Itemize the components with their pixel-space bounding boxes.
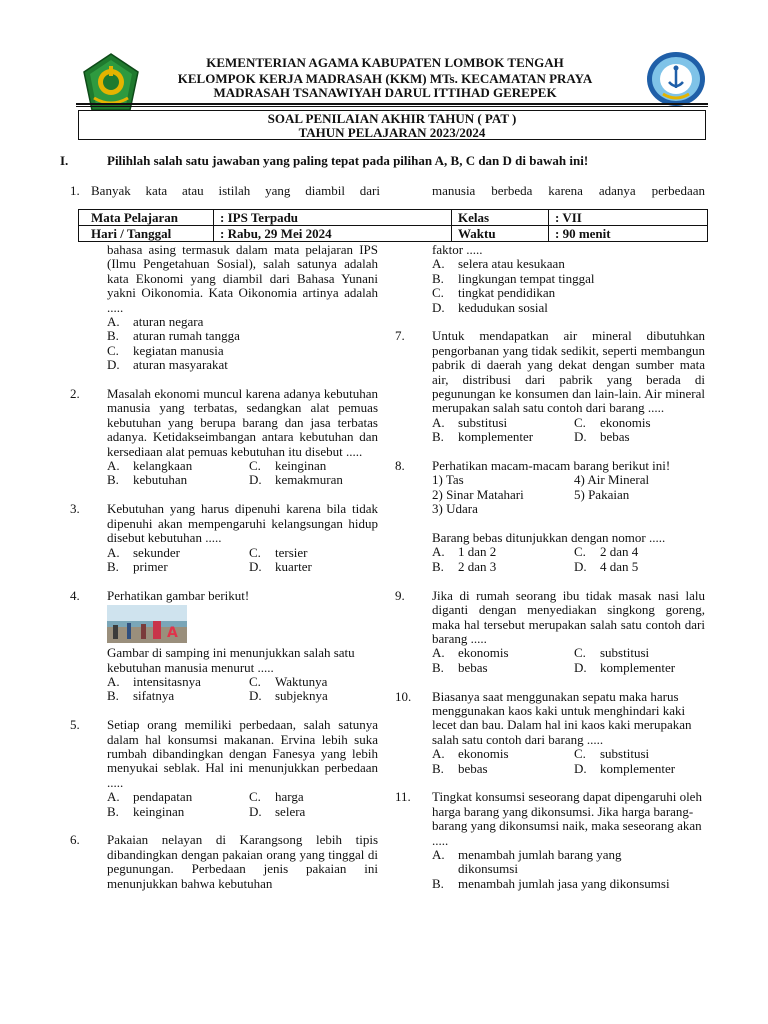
question-1 [107, 243, 378, 373]
subject-label: Mata Pelajaran [79, 210, 214, 226]
option-b[interactable]: B. bebas [432, 659, 488, 675]
option-b[interactable]: B. sifatnya [107, 688, 175, 704]
option-c[interactable]: C. Waktunya [249, 673, 328, 689]
instruction-text: Pilihlah salah satu jawaban yang paling tepat pada pilihan A, B, C dan D di bawah ini! [107, 153, 589, 168]
option-c[interactable]: C. harga [249, 789, 304, 805]
question-4 [70, 587, 378, 704]
question-text: Gambar di samping ini menunjukkan salah satu kebutuhan manusia menurut ..... [107, 645, 355, 675]
option-d[interactable]: D. kemakmuran [249, 472, 343, 488]
right-column [395, 242, 705, 906]
question-number: 3. [70, 501, 80, 517]
option-b[interactable]: B. primer [107, 558, 168, 574]
date-value: : Rabu, 29 Mei 2024 [214, 226, 452, 242]
question-text: Tingkat konsumsi seseorang dapat dipengaruhi oleh harga barang yang dikonsumsi. Jika harga barang-barang yang dikonsumsi naik, maka seseorang akan ..... [432, 789, 702, 848]
question-6-continued [432, 243, 705, 315]
item-3: 3) Udara [432, 501, 478, 517]
question-text: Biasanya saat menggunakan sepatu maka harus menggunakan kaos kaki untuk menghindari kaki lecet dan bau. Dalam hal ini kaos kaki merupakan salah satu contoh dari barang ..... [432, 688, 692, 747]
option-d[interactable]: D. komplementer [574, 760, 676, 776]
option-c[interactable]: C. kegiatan manusia [107, 342, 224, 358]
question-text: Kebutuhan yang harus dipenuhi karena bila tidak dipenuhi akan mempengaruhi kelangsungan hidup disebut kebutuhan ..... [107, 501, 378, 546]
class-label: Kelas [452, 210, 549, 226]
question-9 [395, 587, 705, 675]
option-b[interactable]: B. bebas [432, 760, 488, 776]
option-c[interactable]: C. 2 dan 4 [574, 544, 639, 560]
subject-value: : IPS Terpadu [214, 210, 452, 226]
exam-title-box [78, 110, 706, 140]
option-b[interactable]: B. aturan rumah tangga [107, 328, 240, 344]
option-c[interactable]: C. substitusi [574, 645, 650, 661]
question-3 [70, 501, 378, 574]
question-text: Masalah ekonomi muncul karena adanya kebutuhan manusia yang terbatas, sedangkan alat pemuas kebutuhan yang berupa barang dan jasa terbatas adanya. Ketidakseimbangan antara kebutuhan dan kersediaan alat pemuas kebutuhan itu disebut ..... [107, 386, 378, 459]
option-c[interactable]: C. substitusi [574, 746, 650, 762]
time-value: : 90 menit [549, 226, 708, 242]
option-c[interactable]: C. ekonomis [574, 414, 651, 430]
option-b[interactable]: B. keinginan [107, 803, 185, 819]
question-number: 6. [70, 832, 80, 848]
question-number: 1. [70, 183, 80, 198]
academic-year: TAHUN PELAJARAN 2023/2024 [298, 125, 486, 140]
option-a[interactable]: A. intensitasnya [107, 673, 201, 689]
question-text: Untuk mendapatkan air mineral dibutuhkan pengorbanan yang tidak sedikit, seperti membangun pabrik di daerah yang dekat dengan sumber mata air, distribusi dari pabrik yang berada di pegunungan ke konsumen dan lain-lain. Air mineral merupakan salah satu contoh dari barang ..... [432, 328, 705, 416]
date-label: Hari / Tanggal [79, 226, 214, 242]
option-d[interactable]: D. bebas [574, 429, 630, 445]
option-a[interactable]: A. ekonomis [432, 746, 509, 762]
question-photo [107, 605, 187, 643]
madrasah-logo [645, 50, 707, 108]
time-label: Waktu [452, 226, 549, 242]
option-b[interactable]: B. menambah jumlah jasa yang dikonsumsi [432, 875, 670, 891]
svg-text:A: A [167, 625, 178, 642]
question-number: 2. [70, 386, 80, 402]
question-7 [395, 328, 705, 445]
section-number: I. [60, 153, 69, 168]
question-text: Jika di rumah seorang ibu tidak masak nasi lalu diganti dengan menyediakan singkong goreng, maka hal tersebut merupakan salah satu contoh dari barang ..... [432, 587, 705, 646]
question-6-cont-first-line: manusia berbeda karena adanya perbedaan [432, 183, 705, 198]
question-number: 5. [70, 717, 80, 733]
header-ministry: KEMENTERIAN AGAMA KABUPATEN LOMBOK TENGAH [206, 55, 564, 70]
option-a[interactable]: A. selera atau kesukaan [432, 256, 565, 272]
option-d[interactable]: D. aturan masyarakat [107, 357, 228, 373]
option-a[interactable]: A. 1 dan 2 [432, 544, 497, 560]
question-8 [395, 458, 705, 574]
question-10 [395, 688, 705, 776]
option-a[interactable]: A. pendapatan [107, 789, 193, 805]
question-number: 10. [395, 688, 412, 704]
question-text: Setiap orang memiliki perbedaan, salah satunya dalam hal konsumsi makanan. Ervina lebih suka rumbah dibandingkan dengan Fanesya yang lebih menyukai seblak. Hal ini menunjukkan perbedaan ..... [107, 717, 378, 790]
question-number: 9. [395, 587, 405, 603]
header-kkm: KELOMPOK KERJA MADRASAH (KKM) MTs. KECAMATAN PRAYA [177, 71, 593, 86]
exam-title: SOAL PENILAIAN AKHIR TAHUN ( PAT ) [267, 111, 517, 126]
option-a[interactable]: A. ekonomis [432, 645, 509, 661]
option-b[interactable]: B. kebutuhan [107, 472, 188, 488]
option-d[interactable]: D. 4 dan 5 [574, 558, 639, 574]
question-prompt: Barang bebas ditunjukkan dengan nomor ..... [432, 530, 666, 546]
question-text: Perhatikan macam-macam barang berikut ini! [432, 458, 671, 474]
option-c[interactable]: C. tersier [249, 544, 308, 560]
option-c[interactable]: C. keinginan [249, 458, 327, 474]
option-a[interactable]: A. aturan negara [107, 314, 204, 330]
option-d[interactable]: D. subjeknya [249, 688, 328, 704]
item-1: 1) Tas [432, 472, 464, 488]
question-6 [70, 832, 378, 891]
left-column [70, 242, 378, 905]
option-a[interactable]: A. menambah jumlah barang yang dikonsumsi [432, 846, 622, 877]
option-d[interactable]: D. selera [249, 803, 306, 819]
option-b[interactable]: B. 2 dan 3 [432, 558, 497, 574]
option-d[interactable]: D. komplementer [574, 659, 676, 675]
question-number: 8. [395, 458, 405, 474]
question-number: 4. [70, 587, 80, 603]
option-d[interactable]: D. kuarter [249, 558, 312, 574]
header-school: MADRASAH TSANAWIYAH DARUL ITTIHAD GEREPEK [213, 85, 557, 100]
item-2: 2) Sinar Matahari [432, 486, 524, 502]
option-c[interactable]: C. tingkat pendidikan [432, 285, 556, 301]
option-b[interactable]: B. komplementer [432, 429, 534, 445]
header-rule [76, 103, 708, 105]
question-11 [395, 789, 705, 891]
option-a[interactable]: A. sekunder [107, 544, 180, 560]
option-b[interactable]: B. lingkungan tempat tinggal [432, 270, 595, 286]
question-number: 7. [395, 328, 405, 344]
option-a[interactable]: A. kelangkaan [107, 458, 193, 474]
question-number: 11. [395, 789, 411, 805]
option-d[interactable]: D. kedudukan sosial [432, 299, 548, 315]
class-value: : VII [549, 210, 708, 226]
item-5: 5) Pakaian [574, 486, 630, 502]
question-text-cont: faktor ..... [432, 242, 483, 257]
header-rule-thin [76, 106, 708, 107]
option-a[interactable]: A. substitusi [432, 414, 508, 430]
question-intro: Perhatikan gambar berikut! [107, 587, 250, 603]
exam-info-table [78, 209, 708, 242]
item-4: 4) Air Mineral [574, 472, 650, 488]
question-text: Pakaian nelayan di Karangsong lebih tipis dibandingkan dengan pakaian orang yang tinggal di pegunungan. Perbedaan jenis pakaian ini menunjukkan bahwa kebutuhan [107, 832, 378, 891]
question-2 [70, 386, 378, 488]
question-text: bahasa asing termasuk dalam mata pelajaran IPS (Ilmu Pengetahuan Sosial), salah satunya adalah kata Ekonomi yang diambil dari Bahasa Yunani yakni Oikonomia. Kata Oikonomia artinya adalah ..... [107, 242, 378, 315]
question-5 [70, 717, 378, 819]
